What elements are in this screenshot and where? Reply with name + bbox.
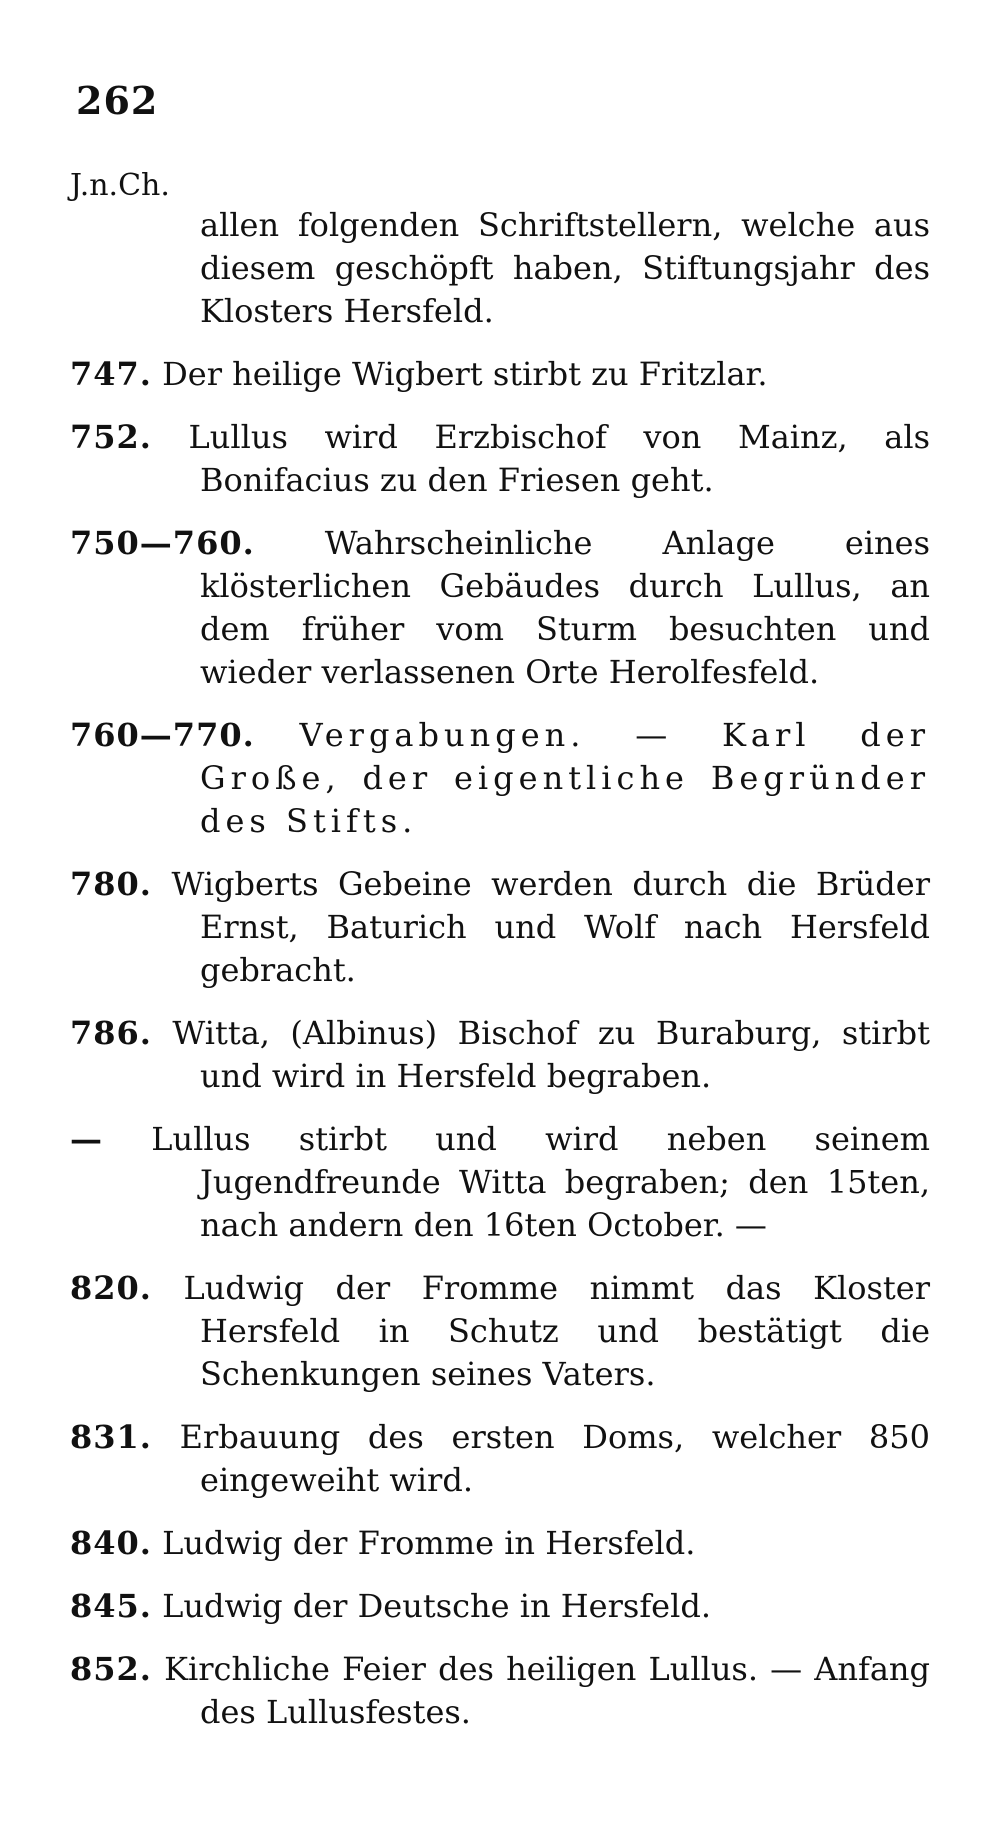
entry-text: Erbauung des ersten Doms, welcher 850 eingeweiht wird. (179, 1418, 931, 1499)
entry-year: 852. (70, 1650, 152, 1688)
entry-year: 752. (70, 418, 152, 456)
chronology-entry (70, 1585, 930, 1628)
chronology-entry (70, 416, 930, 502)
entry-text: Ludwig der Fromme in Hersfeld. (162, 1524, 696, 1562)
chronology-entry (70, 1118, 930, 1247)
era-header: J.n.Ch. (70, 168, 170, 203)
entry-year: 780. (70, 865, 152, 903)
entry-text: Ludwig der Fromme nimmt das Kloster Hersfeld in Schutz und bestätigt die Schenkungen seines Vaters. (183, 1269, 931, 1393)
entry-text: Wigberts Gebeine werden durch die Brüder Ernst, Baturich und Wolf nach Hersfeld gebracht. (171, 865, 931, 989)
chronology-list (70, 204, 930, 1754)
entry-year: — (70, 1120, 103, 1158)
chronology-entry (70, 1522, 930, 1565)
chronology-entry (70, 204, 930, 333)
entry-text: allen folgenden Schriftstellern, welche aus diesem geschöpft haben, Stiftungsjahr des Klosters Hersfeld. (200, 206, 930, 330)
chronology-entry (70, 1267, 930, 1396)
entry-year: 820. (70, 1269, 152, 1307)
entry-year: 840. (70, 1524, 152, 1562)
chronology-entry (70, 1416, 930, 1502)
entry-year: 747. (70, 355, 152, 393)
chronology-entry (70, 1648, 930, 1734)
entry-year: 845. (70, 1587, 152, 1625)
chronology-entry (70, 863, 930, 992)
chronology-entry (70, 714, 930, 843)
page-number: 262 (76, 78, 159, 123)
entry-text: Der heilige Wigbert stirbt zu Fritzlar. (162, 355, 768, 393)
entry-year: 750—760. (70, 524, 255, 562)
chronology-entry (70, 522, 930, 694)
entry-year: 760—770. (70, 716, 255, 754)
entry-text: Witta, (Albinus) Bischof zu Buraburg, stirbt und wird in Hersfeld begraben. (172, 1014, 931, 1095)
entry-text: Lullus stirbt und wird neben seinem Jugendfreunde Witta begraben; den 15ten, nach andern den 16ten October. — (151, 1120, 930, 1244)
entry-text: Wahrscheinliche Anlage eines klösterlichen Gebäudes durch Lullus, an dem früher vom Sturm besuchten und wieder verlassenen Orte Herolfesfeld. (200, 524, 930, 691)
entry-year: 831. (70, 1418, 152, 1456)
entry-text: Lullus wird Erzbischof von Mainz, als Bonifacius zu den Friesen geht. (188, 418, 931, 499)
chronology-entry (70, 1012, 930, 1098)
entry-text: Kirchliche Feier des heiligen Lullus. — Anfang des Lullusfestes. (164, 1650, 931, 1731)
entry-year: 786. (70, 1014, 152, 1052)
chronology-entry (70, 353, 930, 396)
entry-text: Vergabungen. — Karl der Große, der eigentliche Begründer des Stifts. (200, 716, 931, 840)
entry-text: Ludwig der Deutsche in Hersfeld. (162, 1587, 711, 1625)
